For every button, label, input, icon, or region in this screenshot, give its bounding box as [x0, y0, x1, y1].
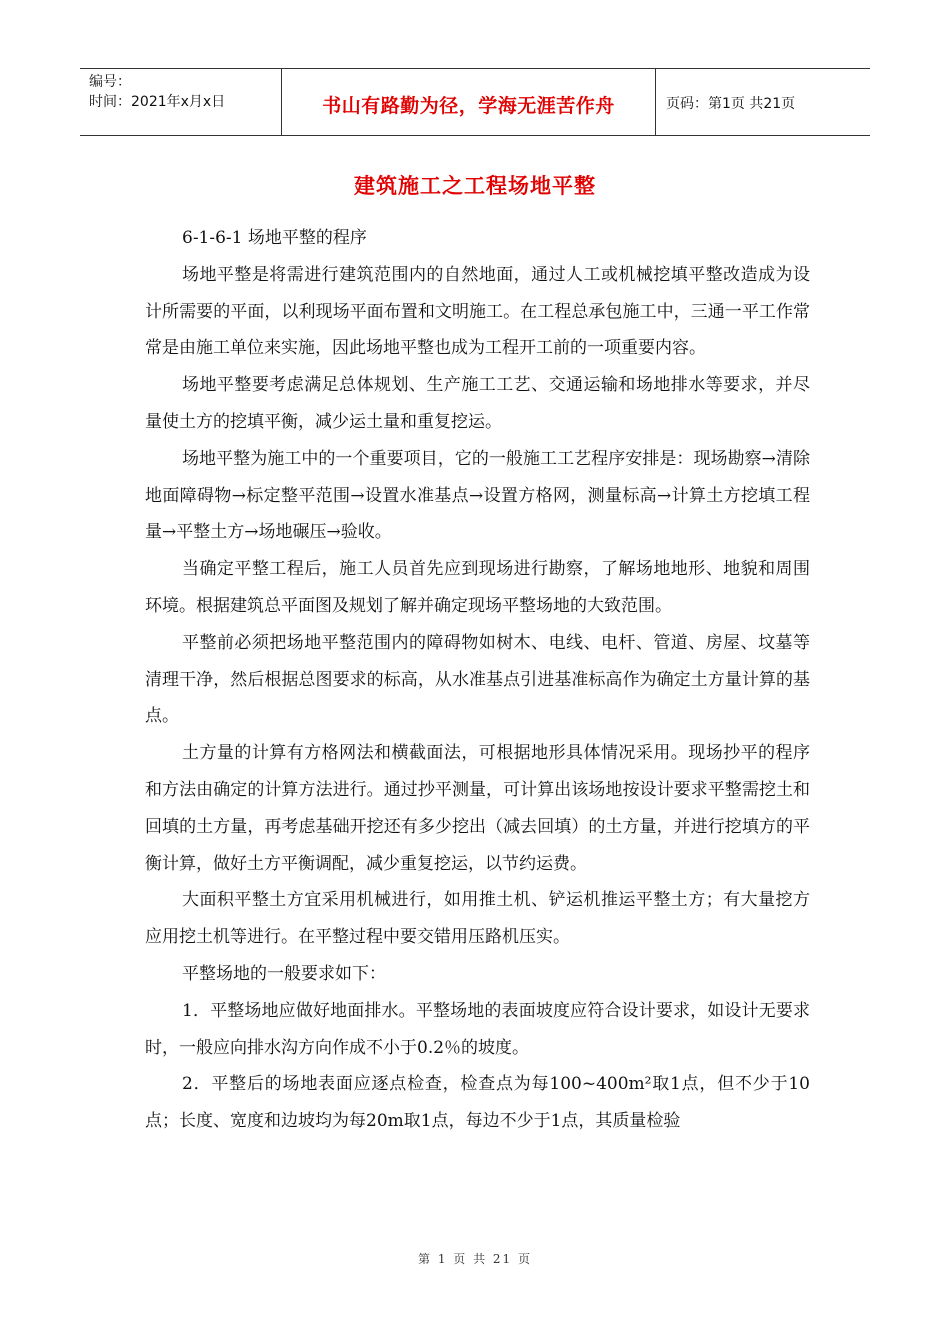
- body-paragraph: 平整场地的一般要求如下：: [182, 963, 386, 984]
- body-paragraph: 场地平整要考虑满足总体规划、生产施工工艺、交通运输和场地排水等要求，并尽量使土方的挖填平衡，减少运土量和重复挖运。: [145, 375, 810, 432]
- list-item-paragraph: 2．平整后的场地表面应逐点检查，检查点为每100~400m²取1点，但不少于10点；长度、宽度和边坡均为每20m取1点，每边不少于1点，其质量检验: [145, 1074, 810, 1132]
- body-paragraph: 场地平整是将需进行建筑范围内的自然地面，通过人工或机械挖填平整改造成为设计所需要的平面，以利现场平面布置和文明施工。在工程总承包施工中，三通一平工作常常是由施工单位来实施，因此场地平整也成为工程开工前的一项重要内容。: [145, 264, 810, 359]
- body-paragraph: 当确定平整工程后，施工人员首先应到现场进行勘察，了解场地地形、地貌和周围环境。根据建筑总平面图及规划了解并确定现场平整场地的大致范围。: [145, 559, 810, 616]
- document-number-label: 编号：: [89, 74, 131, 90]
- document-body: [145, 220, 810, 1140]
- body-paragraph: 土方量的计算有方格网法和横截面法，可根据地形具体情况采用。现场抄平的程序和方法由确定的计算方法进行。通过抄平测量，可计算出该场地按设计要求平整需挖土和回填的土方量，再考虑基础开挖还有多少挖出（减去回填）的土方量，并进行挖填方的平衡计算，做好土方平衡调配，减少重复挖运，以节约运费。: [145, 743, 810, 874]
- document-header-table: [80, 68, 870, 136]
- section-heading: 6-1-6-1 场地平整的程序: [182, 228, 367, 248]
- page-footer: 第 1 页 共 21 页: [418, 1252, 532, 1266]
- header-motto: 书山有路勤为径，学海无涯苦作舟: [282, 69, 656, 135]
- document-date-label: 时间：2021年x月x日: [89, 94, 226, 110]
- body-paragraph: 平整前必须把场地平整范围内的障碍物如树木、电线、电杆、管道、房屋、坟墓等清理干净，然后根据总图要求的标高，从水准基点引进基准标高作为确定土方量计算的基点。: [145, 632, 810, 727]
- header-page-info: 页码：第1页 共21页: [666, 96, 796, 112]
- body-paragraph: 大面积平整土方宜采用机械进行，如用推土机、铲运机推运平整土方；有大量挖方应用挖土机等进行。在平整过程中要交错用压路机压实。: [145, 890, 810, 948]
- document-title: 建筑施工之工程场地平整: [354, 174, 596, 198]
- body-paragraph: 场地平整为施工中的一个重要项目，它的一般施工工艺程序安排是：现场勘察→清除地面障碍物→标定整平范围→设置水准基点→设置方格网，测量标高→计算土方挖填工程量→平整土方→场地碾压→验收。: [145, 448, 810, 543]
- list-item-paragraph: 1．平整场地应做好地面排水。平整场地的表面坡度应符合设计要求，如设计无要求时，一般应向排水沟方向作成不小于0.2％的坡度。: [145, 1000, 810, 1058]
- header-meta-cell: [80, 69, 282, 135]
